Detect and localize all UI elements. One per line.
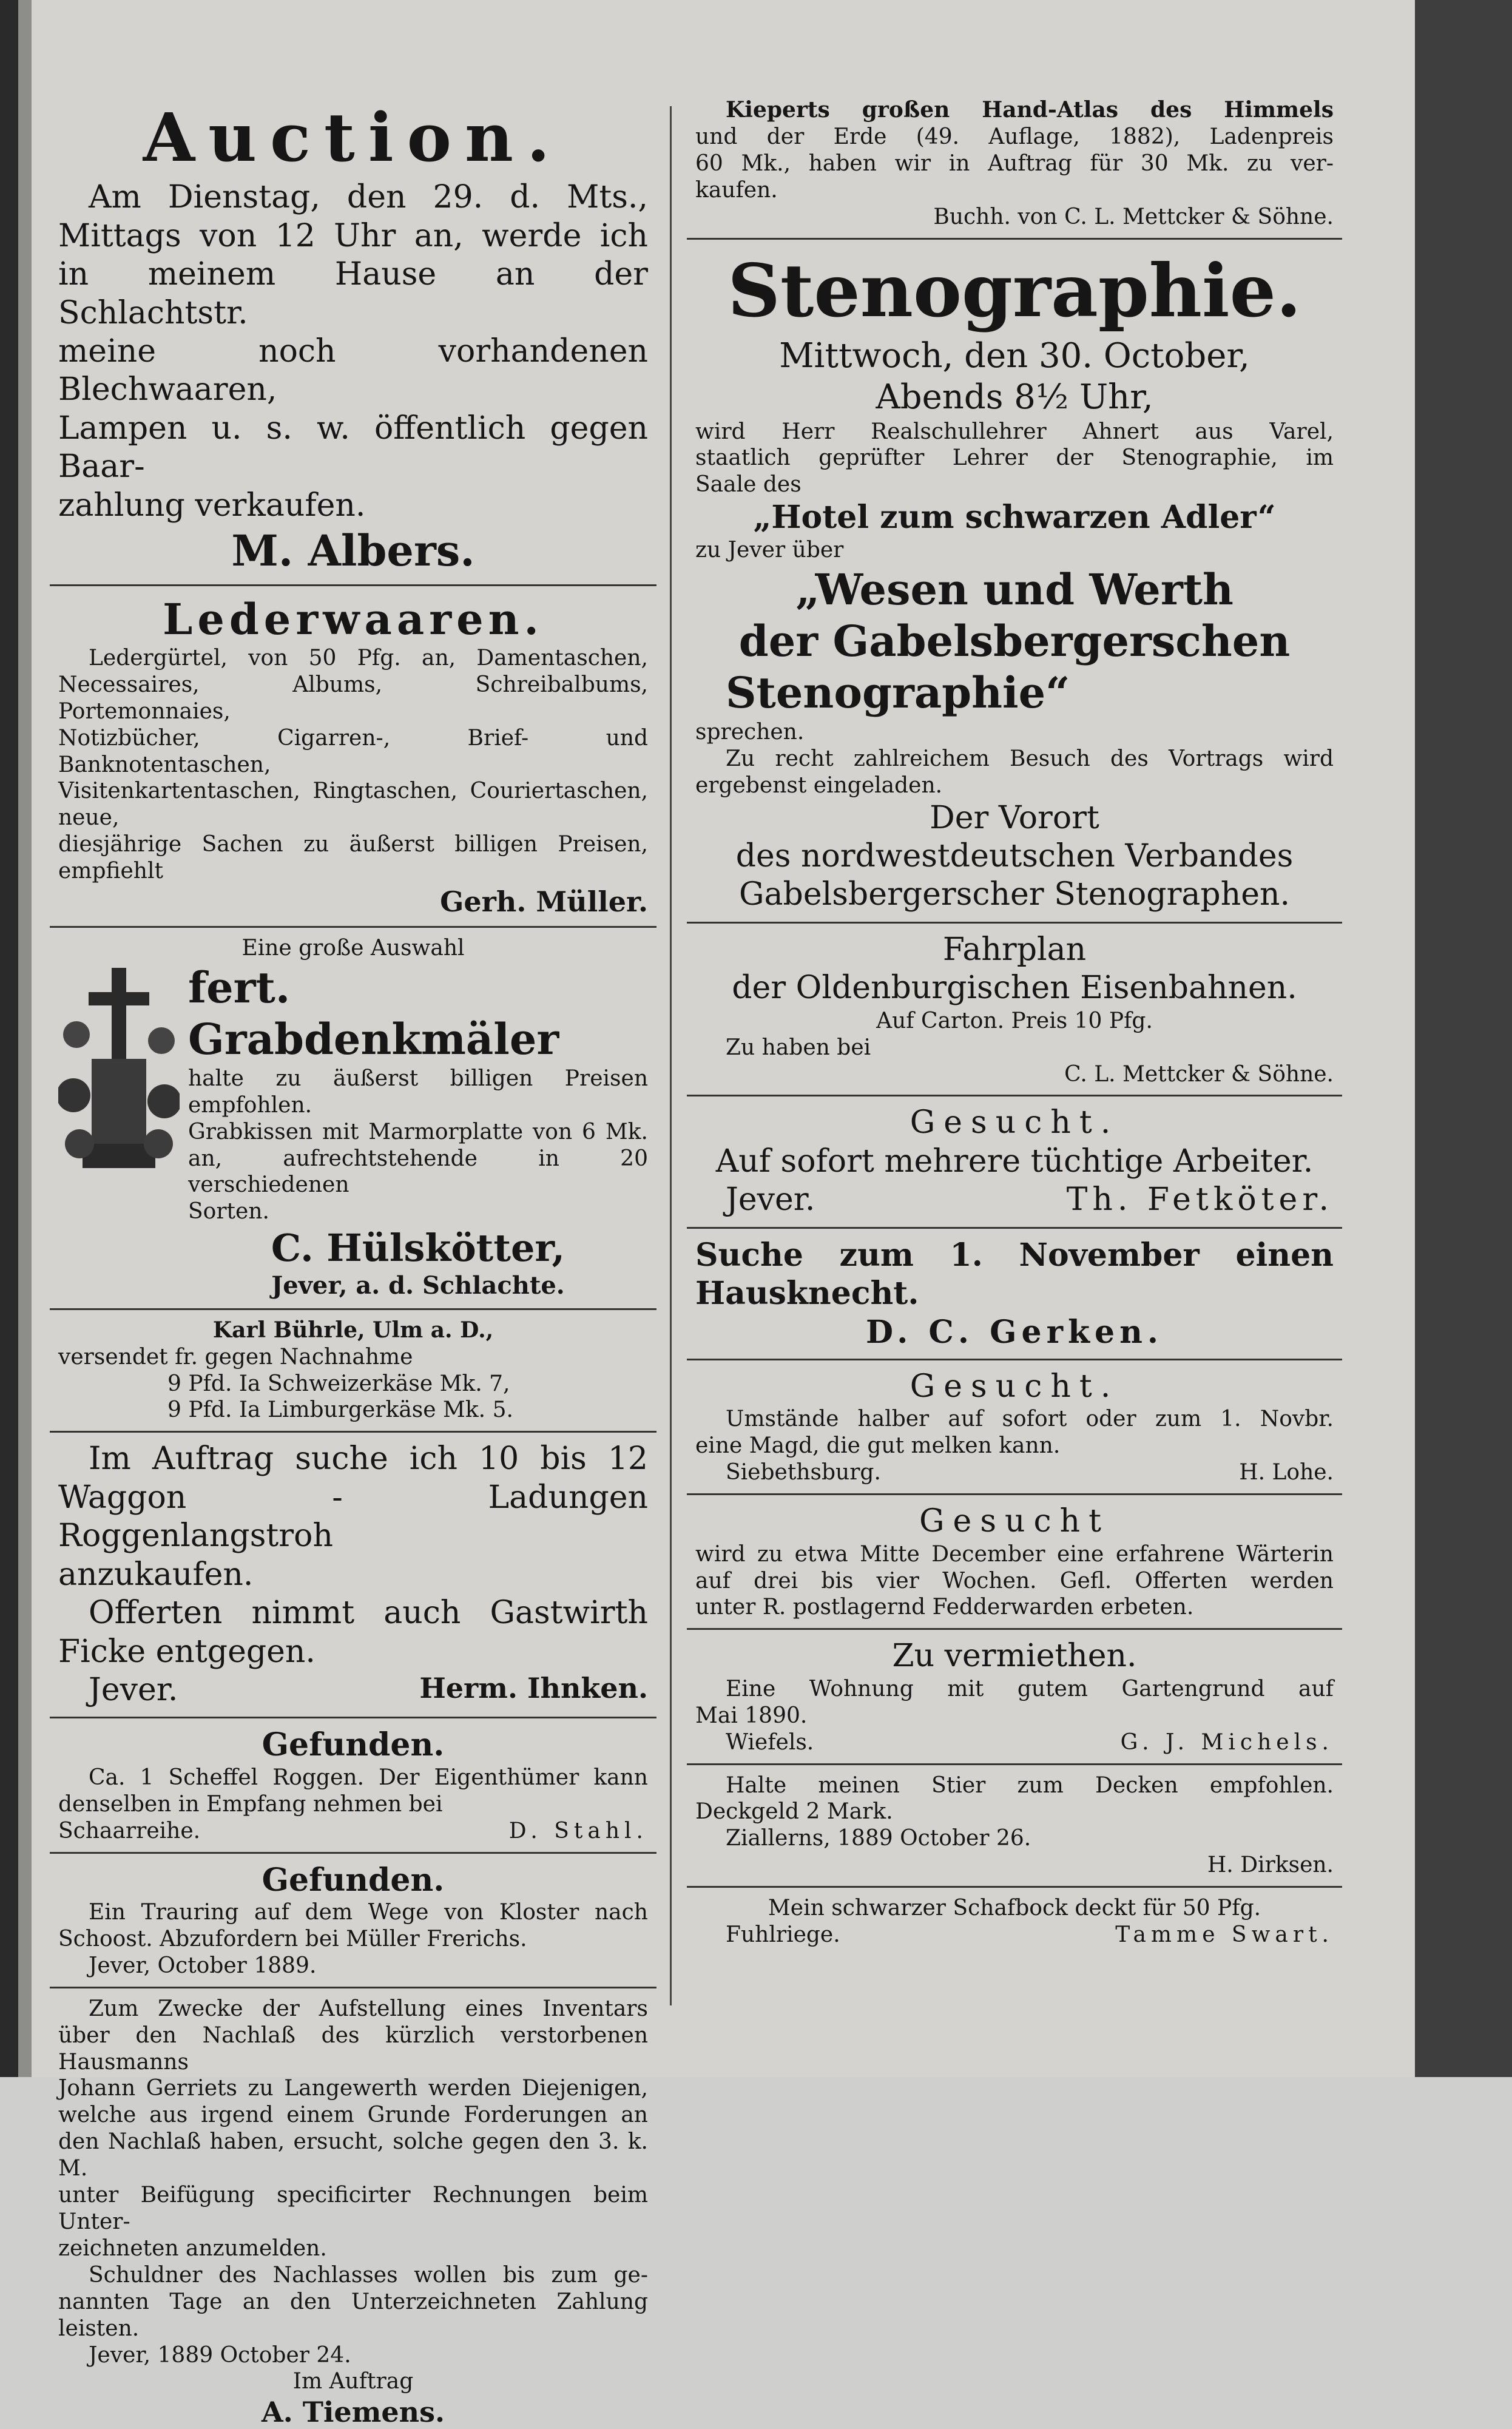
separator: [687, 1359, 1342, 1360]
steno-date: Mittwoch, den 30. October,: [779, 336, 1250, 376]
grab-title: fert. Grabdenkmäler: [188, 962, 559, 1065]
roggen-line: Ficke entgegen.: [58, 1633, 316, 1670]
gesucht1-line: Auf sofort mehrere tüchtige Arbeiter.: [715, 1143, 1314, 1180]
gesucht1-title: Gesucht.: [910, 1104, 1119, 1141]
gefunden1-place: Schaarreihe.: [58, 1818, 201, 1843]
schafbock-place: Fuhlriege.: [726, 1922, 840, 1948]
auction-line: Am Dienstag, den 29. d. Mts.,: [89, 179, 648, 216]
auction-signature: M. Albers.: [231, 525, 475, 576]
schafbock-footer: [695, 1922, 1334, 1948]
steno-line: Saale des: [695, 472, 802, 498]
nachlass-line: über den Nachlaß des kürzlich verstorbenen Hausmanns: [58, 2022, 648, 2075]
gesucht2-title: Gesucht.: [910, 1368, 1119, 1405]
gesucht2-footer: [695, 1459, 1334, 1486]
vermiethen-ad: [687, 1637, 1342, 1755]
hausknecht-line: Hausknecht.: [695, 1275, 919, 1312]
gefunden2-title: Gefunden.: [262, 1861, 445, 1899]
grab-line: halte zu äußerst billigen Preisen empfohlen.: [188, 1066, 648, 1118]
schafbock-line: Mein schwarzer Schafbock deckt für 50 Pfg.: [768, 1896, 1261, 1921]
steno-topic: Stenographie“: [726, 667, 1070, 718]
separator: [50, 1852, 656, 1854]
buehrle-line: 9 Pfd. Ia Limburgerkäse Mk. 5.: [167, 1397, 513, 1423]
separator: [687, 1227, 1342, 1229]
grab-line: an, aufrechtstehende in 20 verschiedenen: [188, 1146, 648, 1198]
leder-line: diesjährige Sachen zu äußerst billigen Preisen, empfiehlt: [58, 832, 648, 884]
grab-intro: Eine große Auswahl: [241, 936, 465, 961]
nachlass-line: Schuldner des Nachlasses wollen bis zum ge-: [89, 2262, 648, 2288]
leder-ad: [50, 593, 656, 919]
gesucht1-signature: Th. Fetköter.: [1066, 1181, 1334, 1218]
fahrplan-title: Fahrplan: [942, 931, 1087, 968]
roggen-place: Jever.: [89, 1671, 178, 1708]
fahrplan-price: Auf Carton. Preis 10 Pfg.: [876, 1008, 1153, 1033]
gefunden1-title: Gefunden.: [262, 1726, 445, 1764]
gesucht3-ad: [687, 1502, 1342, 1621]
nachlass-ad: [50, 1996, 656, 2429]
roggen-line: Offerten nimmt auch Gastwirth: [89, 1595, 648, 1632]
vermiethen-line: Eine Wohnung mit gutem Gartengrund auf: [726, 1676, 1334, 1701]
kiepert-line: Kieperts großen Hand-Atlas des Himmels: [726, 97, 1334, 123]
hausknecht-line: Suche zum 1. November einen: [695, 1236, 1334, 1274]
leder-line: Ledergürtel, von 50 Pfg. an, Damentaschen,: [89, 645, 648, 671]
steno-line2: ergebenst eingeladen.: [695, 772, 943, 798]
fahrplan-line: Zu haben bei: [726, 1035, 871, 1060]
roggen-line: anzukaufen.: [58, 1556, 254, 1593]
separator: [50, 926, 656, 928]
buehrle-line: versendet fr. gegen Nachnahme: [58, 1344, 413, 1370]
nachlass-date: Jever, 1889 October 24.: [89, 2342, 351, 2368]
gefunden2-date: Jever, October 1889.: [89, 1953, 317, 1978]
schafbock-signature: Tamme Swart.: [1115, 1922, 1334, 1948]
gesucht3-line: unter R. postlagernd Fedderwarden erbeten.: [695, 1595, 1194, 1620]
nachlass-line: Zum Zwecke der Aufstellung eines Inventars: [89, 1996, 648, 2021]
steno-line2: Zu recht zahlreichem Besuch des Vortrags wird: [726, 746, 1334, 771]
steno-line: staatlich geprüfter Lehrer der Stenographie, im: [695, 445, 1334, 471]
page-edge: [18, 0, 32, 2077]
scan-background: [1415, 0, 1512, 2077]
gefunden1-ad: [50, 1726, 656, 1844]
auction-title: Auction.: [143, 98, 564, 177]
nachlass-line: zeichneten anzumelden.: [58, 2235, 327, 2261]
grab-text: [188, 962, 648, 1301]
separator: [687, 238, 1342, 240]
nachlass-line: welche aus irgend einem Grunde Forderungen an: [58, 2103, 648, 2128]
grab-place: Jever, a. d. Schlachte.: [271, 1271, 565, 1300]
fahrplan-sub: der Oldenburgischen Eisenbahnen.: [732, 970, 1297, 1007]
stier-signature: H. Dirksen.: [1207, 1853, 1334, 1878]
gefunden2-line: Ein Trauring auf dem Wege von Kloster nach: [89, 1900, 648, 1925]
nachlass-line: Johann Gerriets zu Langewerth werden Diejenigen,: [58, 2076, 648, 2101]
right-column: [687, 97, 1342, 1948]
kiepert-line: und der Erde (49. Auflage, 1882), Ladenpreis: [695, 124, 1334, 149]
leder-line: Notizbücher, Cigarren-, Brief- und Banknotentaschen,: [58, 725, 648, 777]
auction-line: in meinem Hause an der Schlachtstr.: [58, 256, 648, 331]
kiepert-ad: [687, 97, 1342, 231]
grab-name: C. Hülskötter,: [271, 1226, 565, 1271]
hausknecht-signature: D. C. Gerken.: [865, 1313, 1164, 1351]
stier-line: Halte meinen Stier zum Decken empfohlen.: [726, 1772, 1334, 1798]
gefunden1-footer: [58, 1818, 648, 1845]
buehrle-title: Karl Bührle, Ulm a. D.,: [212, 1317, 494, 1343]
separator: [50, 1308, 656, 1310]
gefunden1-signature: D. Stahl.: [508, 1818, 648, 1843]
column-divider: [670, 106, 672, 2005]
nachlass-line: nannten Tage an den Unterzeichneten Zahlung leisten.: [58, 2289, 648, 2341]
book-binding: [0, 0, 18, 2077]
fahrplan-signature: C. L. Mettcker & Söhne.: [1064, 1061, 1334, 1087]
stier-ad: [687, 1772, 1342, 1879]
auction-line: Lampen u. s. w. öffentlich gegen Baar-: [58, 410, 648, 485]
kiepert-line: kaufen.: [695, 177, 778, 203]
steno-line2: sprechen.: [695, 719, 805, 745]
fahrplan-ad: [687, 931, 1342, 1088]
steno-vorort: Der Vorort: [930, 799, 1099, 836]
roggen-signature: Herm. Ihnken.: [419, 1671, 648, 1704]
auction-line: zahlung verkaufen.: [58, 487, 366, 524]
steno-time: Abends 8½ Uhr,: [876, 377, 1153, 417]
separator: [687, 1493, 1342, 1495]
kiepert-signature: Buchh. von C. L. Mettcker & Söhne.: [933, 204, 1334, 229]
leder-line: Necessaires, Albums, Schreibalbums, Portemonnaies,: [58, 672, 648, 724]
vermiethen-line: Mai 1890.: [695, 1703, 808, 1728]
grab-block: [58, 962, 648, 1301]
separator: [50, 1431, 656, 1433]
grab-line: Grabkissen mit Marmorplatte von 6 Mk.: [188, 1119, 648, 1144]
gesucht1-place: Jever.: [726, 1181, 815, 1218]
nachlass-auftrag: Im Auftrag: [292, 2369, 414, 2394]
grabdenkmaeler-ad: [50, 935, 656, 1301]
gesucht1-ad: [687, 1104, 1342, 1219]
separator: [687, 1886, 1342, 1888]
separator: [687, 922, 1342, 924]
leder-line: Visitenkartentaschen, Ringtaschen, Couriertaschen, neue,: [58, 779, 648, 831]
gesucht2-ad: [687, 1368, 1342, 1486]
steno-line: wird Herr Realschullehrer Ahnert aus Varel,: [695, 419, 1334, 444]
separator: [687, 1095, 1342, 1096]
nachlass-line: den Nachlaß haben, ersucht, solche gegen den 3. k. M.: [58, 2129, 648, 2181]
roggen-footer: [58, 1671, 648, 1709]
steno-ueber: zu Jever über: [695, 537, 844, 562]
steno-hotel: „Hotel zum schwarzen Adler“: [753, 499, 1276, 536]
grab-line: Sorten.: [188, 1199, 269, 1225]
gefunden1-line: Ca. 1 Scheffel Roggen. Der Eigenthümer kann: [89, 1765, 648, 1790]
separator: [50, 1987, 656, 1988]
steno-topic: der Gabelsbergerschen: [738, 616, 1291, 666]
gefunden2-ad: [50, 1861, 656, 1979]
separator: [687, 1628, 1342, 1630]
nachlass-line: unter Beifügung specificirter Rechnungen beim Unter-: [58, 2183, 648, 2234]
roggen-line: Im Auftrag suche ich 10 bis 12: [89, 1441, 648, 1478]
leder-title: Lederwaaren.: [163, 593, 544, 644]
gesucht3-line: wird zu etwa Mitte December eine erfahrene Wärterin: [695, 1541, 1334, 1567]
steno-ad: [687, 247, 1342, 914]
vermiethen-footer: [695, 1729, 1334, 1756]
left-column: [50, 97, 656, 2429]
cross-icon: [58, 962, 180, 1180]
gesucht3-line: auf drei bis vier Wochen. Gefl. Offerten werden: [695, 1568, 1334, 1593]
separator: [687, 1763, 1342, 1765]
stier-date: Ziallerns, 1889 October 26.: [726, 1826, 1031, 1851]
gesucht2-line: eine Magd, die gut melken kann.: [695, 1433, 1061, 1459]
vermiethen-signature: G. J. Michels.: [1120, 1729, 1334, 1755]
auction-line: Mittags von 12 Uhr an, werde ich: [58, 217, 648, 254]
gesucht2-line: Umstände halber auf sofort oder zum 1. Novbr.: [726, 1407, 1334, 1432]
steno-title: Stenographie.: [727, 248, 1301, 334]
auction-line: meine noch vorhandenen Blechwaaren,: [58, 333, 648, 408]
roggen-ad: [50, 1440, 656, 1709]
vermiethen-title: Zu vermiethen.: [892, 1638, 1137, 1675]
newspaper-page: [32, 0, 1415, 2429]
gesucht1-footer: [695, 1181, 1334, 1219]
buehrle-ad: [50, 1317, 656, 1424]
roggen-line: Waggon - Ladungen Roggenlangstroh: [58, 1479, 648, 1555]
steno-vorort: des nordwestdeutschen Verbandes: [735, 837, 1294, 874]
gesucht3-title: Gesucht: [919, 1503, 1110, 1540]
gesucht2-place: Siebethsburg.: [726, 1460, 881, 1485]
leder-signature: Gerh. Müller.: [440, 885, 648, 919]
buehrle-line: 9 Pfd. Ia Schweizerkäse Mk. 7,: [167, 1371, 510, 1396]
hausknecht-ad: [687, 1236, 1342, 1351]
stier-line: Deckgeld 2 Mark.: [695, 1799, 893, 1825]
kiepert-line: 60 Mk., haben wir in Auftrag für 30 Mk. zu ver-: [695, 150, 1334, 176]
separator: [50, 584, 656, 586]
auction-ad: [50, 97, 656, 577]
gefunden2-line: Schoost. Abzufordern bei Müller Frerichs.: [58, 1926, 527, 1951]
nachlass-signature: A. Tiemens.: [262, 2396, 445, 2429]
separator: [50, 1717, 656, 1718]
vermiethen-place: Wiefels.: [726, 1729, 814, 1755]
schafbock-ad: [687, 1895, 1342, 1948]
gesucht2-signature: H. Lohe.: [1239, 1460, 1334, 1485]
steno-vorort: Gabelsbergerscher Stenographen.: [738, 876, 1291, 913]
gefunden1-line: denselben in Empfang nehmen bei: [58, 1791, 443, 1817]
steno-topic: „Wesen und Werth: [795, 564, 1234, 615]
